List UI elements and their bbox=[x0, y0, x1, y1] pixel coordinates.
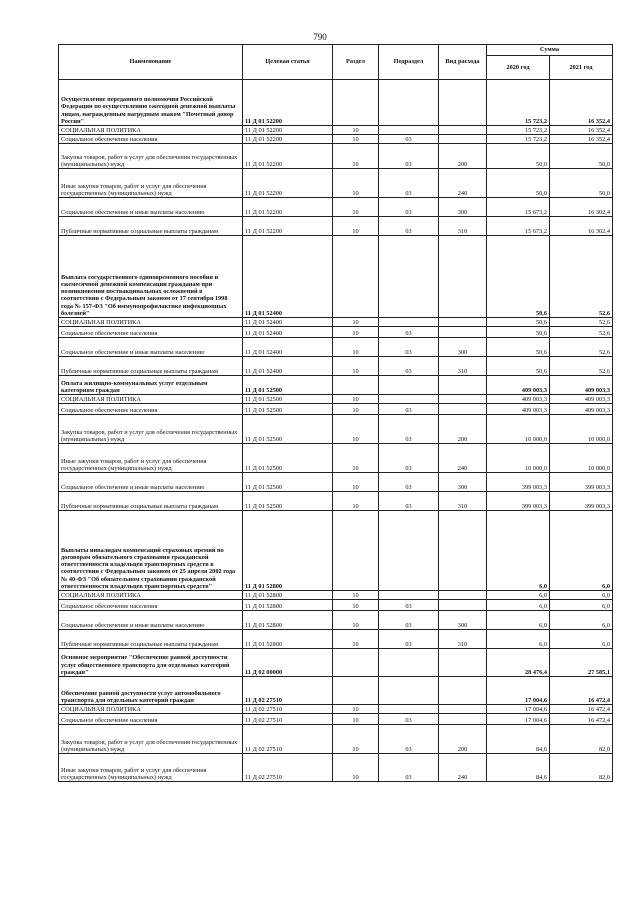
cell-value-2020: 6,0 bbox=[487, 591, 550, 600]
cell-section: 10 bbox=[333, 473, 379, 492]
cell-value-2020: 50,6 bbox=[487, 318, 550, 327]
cell-target: 11 Д 01 52500 bbox=[243, 395, 333, 404]
cell-expense-type: 310 bbox=[439, 630, 487, 649]
cell-value-2021: 16 352,4 bbox=[550, 135, 613, 144]
cell-value-2021: 16 352,4 bbox=[550, 126, 613, 135]
cell-target: 11 Д 02 27510 bbox=[243, 677, 333, 705]
cell-expense-type bbox=[439, 591, 487, 600]
cell-section: 10 bbox=[333, 395, 379, 404]
cell-target: 11 Д 01 52200 bbox=[243, 169, 333, 198]
cell-value-2020: 50,6 bbox=[487, 327, 550, 338]
cell-subsection: 03 bbox=[379, 714, 439, 725]
cell-section bbox=[333, 649, 379, 677]
cell-value-2021: 52,6 bbox=[550, 357, 613, 376]
cell-target: 11 Д 01 52400 bbox=[243, 327, 333, 338]
cell-name: Иные закупки товаров, работ и услуг для обеспечения государственных (муниципальных) нужд bbox=[59, 169, 243, 198]
cell-subsection bbox=[379, 318, 439, 327]
cell-section: 10 bbox=[333, 611, 379, 630]
cell-target: 11 Д 01 52800 bbox=[243, 511, 333, 591]
table-row bbox=[59, 725, 613, 754]
cell-value-2021: 27 585,1 bbox=[550, 649, 613, 677]
cell-subsection: 03 bbox=[379, 473, 439, 492]
cell-value-2020: 50,6 bbox=[487, 357, 550, 376]
cell-value-2021: 409 003,3 bbox=[550, 395, 613, 404]
cell-name: СОЦИАЛЬНАЯ ПОЛИТИКА bbox=[59, 705, 243, 714]
cell-value-2021: 82,0 bbox=[550, 725, 613, 754]
cell-value-2020: 15 673,2 bbox=[487, 198, 550, 217]
cell-expense-type: 310 bbox=[439, 357, 487, 376]
cell-target: 11 Д 02 27510 bbox=[243, 705, 333, 714]
cell-expense-type: 200 bbox=[439, 725, 487, 754]
cell-value-2021: 10 000,0 bbox=[550, 415, 613, 444]
cell-value-2020: 50,6 bbox=[487, 236, 550, 318]
cell-value-2020: 6,0 bbox=[487, 630, 550, 649]
header-2021: 2021 год bbox=[550, 56, 613, 80]
cell-expense-type: 200 bbox=[439, 144, 487, 169]
cell-value-2021: 82,0 bbox=[550, 754, 613, 782]
cell-value-2020: 50,0 bbox=[487, 144, 550, 169]
cell-name: Социальное обеспечение населения bbox=[59, 135, 243, 144]
cell-expense-type: 300 bbox=[439, 198, 487, 217]
cell-name: Закупка товаров, работ и услуг для обеспечения государственных (муниципальных) нужд bbox=[59, 144, 243, 169]
cell-name: Иные закупки товаров, работ и услуг для обеспечения государственных (муниципальных) нужд bbox=[59, 444, 243, 473]
cell-target: 11 Д 01 52500 bbox=[243, 492, 333, 511]
table-row bbox=[59, 169, 613, 198]
cell-section: 10 bbox=[333, 135, 379, 144]
table-row bbox=[59, 198, 613, 217]
table-row bbox=[59, 395, 613, 404]
cell-subsection: 03 bbox=[379, 492, 439, 511]
cell-subsection: 03 bbox=[379, 217, 439, 236]
cell-section: 10 bbox=[333, 169, 379, 198]
cell-expense-type: 240 bbox=[439, 754, 487, 782]
cell-subsection bbox=[379, 705, 439, 714]
cell-subsection: 03 bbox=[379, 444, 439, 473]
cell-name: Выплата государственного единовременного пособия и ежемесячной денежной компенсации гражданам при возникновении поствакцинальных осложнений в соответствии с Федеральным законом от 17 сентября 1998 года № 157-ФЗ "Об иммунопрофилактике инфекционных болезней" bbox=[59, 236, 243, 318]
cell-expense-type: 240 bbox=[439, 444, 487, 473]
table-row bbox=[59, 217, 613, 236]
table-row bbox=[59, 492, 613, 511]
cell-value-2021: 16 302,4 bbox=[550, 217, 613, 236]
cell-value-2021: 6,0 bbox=[550, 511, 613, 591]
table-row bbox=[59, 126, 613, 135]
cell-value-2020: 15 723,2 bbox=[487, 126, 550, 135]
cell-expense-type: 310 bbox=[439, 492, 487, 511]
header-expense-type: Вид расхода bbox=[439, 45, 487, 80]
cell-name: Социальное обеспечение населения bbox=[59, 714, 243, 725]
cell-expense-type bbox=[439, 236, 487, 318]
cell-target: 11 Д 01 52800 bbox=[243, 591, 333, 600]
cell-value-2020: 6,0 bbox=[487, 600, 550, 611]
cell-subsection: 03 bbox=[379, 415, 439, 444]
cell-subsection: 03 bbox=[379, 169, 439, 198]
cell-target: 11 Д 01 52500 bbox=[243, 473, 333, 492]
cell-section: 10 bbox=[333, 705, 379, 714]
cell-section: 10 bbox=[333, 444, 379, 473]
cell-section: 10 bbox=[333, 600, 379, 611]
cell-name: СОЦИАЛЬНАЯ ПОЛИТИКА bbox=[59, 126, 243, 135]
header-sum: Сумма bbox=[487, 45, 613, 56]
cell-section bbox=[333, 677, 379, 705]
cell-target: 11 Д 01 52800 bbox=[243, 611, 333, 630]
table-row bbox=[59, 80, 613, 126]
cell-subsection: 03 bbox=[379, 754, 439, 782]
header-section: Раздел bbox=[333, 45, 379, 80]
cell-section: 10 bbox=[333, 754, 379, 782]
cell-target: 11 Д 01 52200 bbox=[243, 144, 333, 169]
cell-section bbox=[333, 236, 379, 318]
cell-target: 11 Д 01 52200 bbox=[243, 135, 333, 144]
cell-name: Публичные нормативные социальные выплаты гражданам bbox=[59, 217, 243, 236]
cell-value-2020: 10 000,0 bbox=[487, 415, 550, 444]
cell-subsection: 03 bbox=[379, 198, 439, 217]
cell-value-2021: 10 000,0 bbox=[550, 444, 613, 473]
cell-value-2020: 15 673,2 bbox=[487, 217, 550, 236]
cell-expense-type bbox=[439, 511, 487, 591]
cell-value-2021: 16 472,4 bbox=[550, 677, 613, 705]
cell-value-2020: 6,0 bbox=[487, 511, 550, 591]
cell-name: Закупка товаров, работ и услуг для обеспечения государственных (муниципальных) нужд bbox=[59, 725, 243, 754]
page-number: 790 bbox=[313, 32, 327, 42]
table-row bbox=[59, 404, 613, 415]
cell-section: 10 bbox=[333, 630, 379, 649]
table-row bbox=[59, 677, 613, 705]
cell-value-2020: 409 003,3 bbox=[487, 376, 550, 395]
cell-section: 10 bbox=[333, 198, 379, 217]
cell-section: 10 bbox=[333, 492, 379, 511]
header-target: Целевая статья bbox=[243, 45, 333, 80]
table-row bbox=[59, 714, 613, 725]
cell-subsection: 03 bbox=[379, 135, 439, 144]
cell-target: 11 Д 01 52500 bbox=[243, 415, 333, 444]
header-subsection: Подраздел bbox=[379, 45, 439, 80]
cell-value-2020: 50,6 bbox=[487, 338, 550, 357]
cell-subsection: 03 bbox=[379, 725, 439, 754]
cell-section: 10 bbox=[333, 357, 379, 376]
cell-value-2021: 6,0 bbox=[550, 611, 613, 630]
header-name: Наименование bbox=[59, 45, 243, 80]
cell-subsection: 03 bbox=[379, 144, 439, 169]
table-row bbox=[59, 144, 613, 169]
cell-name: СОЦИАЛЬНАЯ ПОЛИТИКА bbox=[59, 395, 243, 404]
cell-value-2021: 16 472,4 bbox=[550, 714, 613, 725]
cell-value-2020: 15 723,2 bbox=[487, 80, 550, 126]
cell-expense-type bbox=[439, 714, 487, 725]
cell-value-2021: 399 003,3 bbox=[550, 473, 613, 492]
cell-value-2020: 10 000,0 bbox=[487, 444, 550, 473]
cell-section: 10 bbox=[333, 591, 379, 600]
cell-expense-type bbox=[439, 327, 487, 338]
cell-value-2020: 15 723,2 bbox=[487, 135, 550, 144]
cell-name: Социальное обеспечение населения bbox=[59, 327, 243, 338]
table-row bbox=[59, 600, 613, 611]
table-row bbox=[59, 135, 613, 144]
cell-value-2020: 28 476,4 bbox=[487, 649, 550, 677]
cell-target: 11 Д 01 52500 bbox=[243, 404, 333, 415]
cell-value-2021: 50,0 bbox=[550, 169, 613, 198]
cell-subsection bbox=[379, 591, 439, 600]
cell-subsection bbox=[379, 511, 439, 591]
cell-section: 10 bbox=[333, 338, 379, 357]
cell-target: 11 Д 01 52200 bbox=[243, 80, 333, 126]
table-row bbox=[59, 327, 613, 338]
cell-expense-type: 200 bbox=[439, 415, 487, 444]
cell-value-2020: 409 003,3 bbox=[487, 395, 550, 404]
table-row bbox=[59, 236, 613, 318]
cell-section bbox=[333, 511, 379, 591]
cell-section: 10 bbox=[333, 217, 379, 236]
cell-value-2020: 6,0 bbox=[487, 611, 550, 630]
cell-section: 10 bbox=[333, 714, 379, 725]
cell-target: 11 Д 02 00000 bbox=[243, 649, 333, 677]
cell-value-2021: 409 003,3 bbox=[550, 404, 613, 415]
cell-expense-type: 310 bbox=[439, 217, 487, 236]
cell-name: Обеспечение равной доступности услуг автомобильного транспорта для отдельных категорий граждан bbox=[59, 677, 243, 705]
cell-target: 11 Д 01 52400 bbox=[243, 236, 333, 318]
cell-value-2021: 16 352,4 bbox=[550, 80, 613, 126]
cell-name: Социальное обеспечение населения bbox=[59, 600, 243, 611]
cell-value-2021: 52,6 bbox=[550, 327, 613, 338]
table-row bbox=[59, 591, 613, 600]
cell-name: Иные закупки товаров, работ и услуг для обеспечения государственных (муниципальных) нужд bbox=[59, 754, 243, 782]
cell-value-2020: 17 004,6 bbox=[487, 677, 550, 705]
table-row bbox=[59, 415, 613, 444]
cell-name: СОЦИАЛЬНАЯ ПОЛИТИКА bbox=[59, 318, 243, 327]
cell-section: 10 bbox=[333, 144, 379, 169]
cell-value-2021: 6,0 bbox=[550, 600, 613, 611]
cell-expense-type bbox=[439, 404, 487, 415]
cell-value-2020: 84,6 bbox=[487, 725, 550, 754]
cell-name: Социальное обеспечение населения bbox=[59, 404, 243, 415]
table-row bbox=[59, 649, 613, 677]
cell-expense-type bbox=[439, 126, 487, 135]
cell-value-2021: 16 472,4 bbox=[550, 705, 613, 714]
cell-name: Публичные нормативные социальные выплаты гражданам bbox=[59, 630, 243, 649]
cell-section: 10 bbox=[333, 404, 379, 415]
cell-value-2020: 399 003,3 bbox=[487, 473, 550, 492]
table-row bbox=[59, 338, 613, 357]
table-row bbox=[59, 705, 613, 714]
cell-subsection: 03 bbox=[379, 630, 439, 649]
cell-section: 10 bbox=[333, 415, 379, 444]
cell-name: Социальное обеспечение и иные выплаты населению bbox=[59, 338, 243, 357]
cell-subsection bbox=[379, 80, 439, 126]
cell-section: 10 bbox=[333, 725, 379, 754]
cell-name: Социальное обеспечение и иные выплаты населению bbox=[59, 611, 243, 630]
cell-section: 10 bbox=[333, 126, 379, 135]
cell-value-2021: 52,6 bbox=[550, 236, 613, 318]
cell-expense-type bbox=[439, 600, 487, 611]
table-row bbox=[59, 357, 613, 376]
cell-expense-type bbox=[439, 376, 487, 395]
cell-subsection: 03 bbox=[379, 404, 439, 415]
cell-name: Закупка товаров, работ и услуг для обеспечения государственных (муниципальных) нужд bbox=[59, 415, 243, 444]
cell-section bbox=[333, 80, 379, 126]
cell-expense-type: 240 bbox=[439, 169, 487, 198]
cell-value-2021: 6,0 bbox=[550, 630, 613, 649]
cell-name: Публичные нормативные социальные выплаты гражданам bbox=[59, 357, 243, 376]
cell-expense-type bbox=[439, 705, 487, 714]
cell-expense-type bbox=[439, 80, 487, 126]
cell-target: 11 Д 01 52800 bbox=[243, 600, 333, 611]
cell-subsection bbox=[379, 236, 439, 318]
cell-name: СОЦИАЛЬНАЯ ПОЛИТИКА bbox=[59, 591, 243, 600]
cell-subsection bbox=[379, 677, 439, 705]
table-row bbox=[59, 473, 613, 492]
cell-target: 11 Д 02 27510 bbox=[243, 725, 333, 754]
cell-expense-type bbox=[439, 677, 487, 705]
cell-target: 11 Д 01 52800 bbox=[243, 630, 333, 649]
cell-value-2021: 409 003,3 bbox=[550, 376, 613, 395]
cell-value-2020: 409 003,3 bbox=[487, 404, 550, 415]
cell-target: 11 Д 02 27510 bbox=[243, 754, 333, 782]
cell-section: 10 bbox=[333, 318, 379, 327]
cell-section: 10 bbox=[333, 327, 379, 338]
cell-name: Выплаты инвалидам компенсаций страховых премий по договорам обязательного страхования гражданской ответственности владельцев транспортных средств в соответствии с Федеральным законом от 25 апреля 2002 года № 40-ФЗ "Об обязательном страховании гражданской ответственности владельцев транспортных средств" bbox=[59, 511, 243, 591]
cell-expense-type: 300 bbox=[439, 338, 487, 357]
cell-name: Оплата жилищно-коммунальных услуг отдельным категориям граждан bbox=[59, 376, 243, 395]
cell-target: 11 Д 01 52200 bbox=[243, 126, 333, 135]
cell-target: 11 Д 01 52500 bbox=[243, 376, 333, 395]
cell-subsection bbox=[379, 395, 439, 404]
cell-expense-type bbox=[439, 649, 487, 677]
cell-section bbox=[333, 376, 379, 395]
table-row bbox=[59, 630, 613, 649]
cell-target: 11 Д 01 52200 bbox=[243, 198, 333, 217]
table-row bbox=[59, 611, 613, 630]
cell-target: 11 Д 01 52400 bbox=[243, 357, 333, 376]
cell-value-2020: 84,6 bbox=[487, 754, 550, 782]
table-row bbox=[59, 444, 613, 473]
cell-value-2021: 52,6 bbox=[550, 318, 613, 327]
cell-name: Осуществление переданного полномочия Российской Федерации по осуществлению ежегодной денежной выплаты лицам, награжденным нагрудным знаком "Почетный донор России" bbox=[59, 80, 243, 126]
cell-subsection: 03 bbox=[379, 338, 439, 357]
header-2020: 2020 год bbox=[487, 56, 550, 80]
cell-expense-type: 300 bbox=[439, 473, 487, 492]
budget-table bbox=[58, 44, 613, 782]
cell-value-2021: 6,0 bbox=[550, 591, 613, 600]
cell-value-2020: 17 004,6 bbox=[487, 714, 550, 725]
cell-subsection bbox=[379, 376, 439, 395]
cell-value-2021: 399 003,3 bbox=[550, 492, 613, 511]
cell-subsection bbox=[379, 126, 439, 135]
cell-expense-type: 300 bbox=[439, 611, 487, 630]
cell-name: Основное мероприятие "Обеспечение равной доступности услуг общественного транспорта для отдельных категорий граждан" bbox=[59, 649, 243, 677]
cell-target: 11 Д 01 52400 bbox=[243, 338, 333, 357]
cell-value-2021: 52,6 bbox=[550, 338, 613, 357]
cell-target: 11 Д 02 27510 bbox=[243, 714, 333, 725]
cell-expense-type bbox=[439, 135, 487, 144]
cell-subsection: 03 bbox=[379, 611, 439, 630]
cell-value-2020: 399 003,3 bbox=[487, 492, 550, 511]
cell-target: 11 Д 01 52400 bbox=[243, 318, 333, 327]
cell-target: 11 Д 01 52500 bbox=[243, 444, 333, 473]
cell-name: Социальное обеспечение и иные выплаты населению bbox=[59, 473, 243, 492]
table-row bbox=[59, 318, 613, 327]
cell-expense-type bbox=[439, 318, 487, 327]
cell-expense-type bbox=[439, 395, 487, 404]
cell-name: Публичные нормативные социальные выплаты гражданам bbox=[59, 492, 243, 511]
cell-subsection: 03 bbox=[379, 600, 439, 611]
table-row bbox=[59, 754, 613, 782]
cell-name: Социальное обеспечение и иные выплаты населению bbox=[59, 198, 243, 217]
cell-subsection: 03 bbox=[379, 327, 439, 338]
table-row bbox=[59, 376, 613, 395]
cell-target: 11 Д 01 52200 bbox=[243, 217, 333, 236]
cell-value-2021: 16 302,4 bbox=[550, 198, 613, 217]
cell-value-2020: 50,0 bbox=[487, 169, 550, 198]
cell-value-2021: 50,0 bbox=[550, 144, 613, 169]
cell-subsection bbox=[379, 649, 439, 677]
cell-value-2020: 17 004,6 bbox=[487, 705, 550, 714]
cell-subsection: 03 bbox=[379, 357, 439, 376]
table-row bbox=[59, 511, 613, 591]
